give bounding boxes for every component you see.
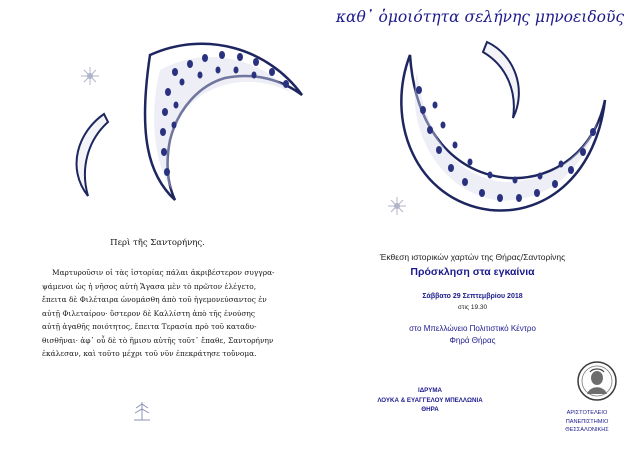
event-time: στις 19.30 — [457, 304, 488, 311]
excerpt-line: θισθῆναι· ἀφ᾽ οὗ δὲ τὸ ἥμισυ αὐτῆς τοῦτ᾽ ἔπαθε, Σαντορήνην — [42, 335, 274, 345]
university-line: ΑΡΙΣΤΟΤΕΛΕΙΟ — [566, 410, 608, 416]
small-moon-crescent — [483, 42, 519, 118]
excerpt-line: αὐτῇ ἀγαθῆς ποιότητος, ἔπειτα Τερασία πρὸ τοῦ καταδυ- — [42, 322, 257, 331]
tree-sketch-icon — [130, 400, 154, 422]
page-title: καθ᾽ ὁμοιότητα σελήνης μηνοειδοῦς — [335, 8, 625, 26]
aristotle-seal-icon — [576, 360, 618, 406]
excerpt-line: αὐτῇ Φιλεταίρου· ὕστερον δὲ Καλλίστη ἀπὸ τῆς ἐνούσης — [42, 308, 255, 318]
university-name — [547, 409, 627, 435]
excerpt-line: ψάμενοι ὡς ἡ νῆσος αὐτὴ Ἄγασα μὲν τὸ πρῶτον ἐλέγετο, — [42, 281, 257, 291]
foundation-block — [355, 386, 505, 415]
university-line: ΘΕΣΣΑΛΟΝΙΚΗΣ — [565, 427, 609, 433]
event-venue: στο Μπελλώνειο Πολιτιστικό Κέντρο — [409, 324, 536, 333]
event-date: Σάββατο 29 Σεπτεμβρίου 2018 — [422, 293, 523, 300]
excerpt-line: ἐκάλεσαν, καὶ τοῦτο μέχρι τοῦ νῦν ἐπεκράτησε τοὔνομα. — [42, 349, 257, 358]
snowflake-icon — [81, 67, 99, 85]
small-island-crescent — [77, 114, 108, 196]
island-crescent-illustration — [0, 0, 315, 240]
excerpt-line: Μαρτυροῦσιν οἱ τὰς ἱστορίας πάλαι ἀκριβέστερον συγγρα- — [52, 268, 275, 277]
snowflake-icon — [388, 197, 406, 215]
exhibition-name: Έκθεση ιστορικών χαρτών της Θήρας/Σαντορίνης — [379, 252, 566, 262]
foundation-line: ΘΗΡΑ — [421, 406, 439, 413]
excerpt-body — [42, 266, 274, 361]
excerpt-line: ἔπειτα δὲ Φιλέταιρα ὠνομάσθη ἀπὸ τοῦ ἡγεμονεύσαντος ἐν — [42, 295, 267, 304]
invitation-heading: Πρόσκληση στα εγκαίνια — [410, 266, 535, 278]
foundation-line: ΙΔΡΥΜΑ — [417, 387, 443, 394]
foundation-line: ΛΟΥΚΑ & ΕΥΑΓΓΕΛΟΥ ΜΠΕΛΛΩΝΙΑ — [377, 396, 483, 404]
university-line: ΠΑΝΕΠΙΣΤΗΜΙΟ — [565, 418, 609, 425]
right-page — [315, 0, 630, 455]
excerpt-title: Περὶ τῆς Σαντορήνης. — [110, 238, 205, 248]
moon-crescent-illustration — [315, 0, 630, 240]
event-place: Φηρά Θήρας — [449, 336, 496, 345]
